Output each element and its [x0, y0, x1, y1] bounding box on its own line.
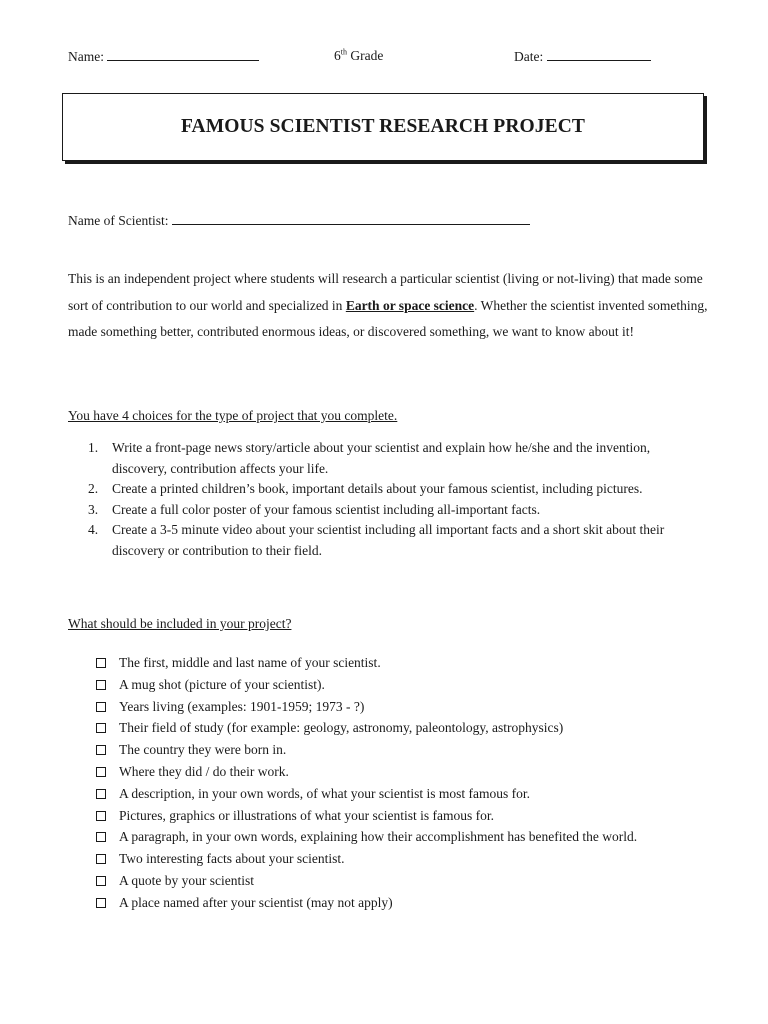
choice-text: Create a printed children’s book, important details about your famous scientist, including pictures. — [112, 481, 643, 496]
name-label: Name: — [68, 49, 104, 64]
include-heading: What should be included in your project? — [68, 616, 292, 631]
choice-text: Create a 3-5 minute video about your scientist including all important facts and a short skit about their discovery or contribution to their field. — [112, 522, 665, 558]
choices-heading: You have 4 choices for the type of project that you complete. — [68, 408, 398, 423]
choice-number: 4. — [88, 522, 99, 537]
title-box — [62, 93, 704, 161]
checkbox-icon[interactable] — [96, 876, 106, 886]
checklist-text: Pictures, graphics or illustrations of what your scientist is famous for. — [119, 807, 494, 823]
grade-label — [334, 48, 383, 64]
checkbox-icon[interactable] — [96, 745, 106, 755]
checklist-item — [68, 696, 728, 718]
checklist-text: Where they did / do their work. — [119, 763, 289, 779]
checklist-item — [68, 848, 728, 870]
date-blank[interactable] — [547, 48, 651, 61]
scientist-name-label: Name of Scientist: — [68, 213, 169, 228]
checklist-text: A description, in your own words, of what your scientist is most famous for. — [119, 785, 530, 801]
checkbox-icon[interactable] — [96, 702, 106, 712]
checkbox-icon[interactable] — [96, 832, 106, 842]
checklist-item — [68, 783, 728, 805]
checkbox-icon[interactable] — [96, 811, 106, 821]
checkbox-icon[interactable] — [96, 767, 106, 777]
checkbox-icon[interactable] — [96, 723, 106, 733]
choice-number: 1. — [88, 440, 99, 455]
checklist-item — [68, 652, 728, 674]
checklist-text: The first, middle and last name of your scientist. — [119, 655, 381, 670]
scientist-name-row — [68, 212, 530, 229]
date-label: Date: — [514, 49, 544, 64]
list-item — [68, 520, 708, 561]
checklist-text: Years living (examples: 1901-1959; 1973 - ?) — [119, 698, 365, 714]
choices-list — [68, 438, 708, 561]
grade-suffix: th — [340, 47, 347, 57]
checklist-text: A place named after your scientist (may not apply) — [119, 894, 393, 910]
checklist-text: Their field of study (for example: geology, astronomy, paleontology, astrophysics) — [119, 720, 564, 736]
scientist-name-blank[interactable] — [172, 212, 530, 225]
intro-paragraph — [68, 266, 708, 346]
checklist-text: A quote by your scientist — [119, 872, 254, 888]
checklist-item — [68, 739, 728, 761]
name-blank[interactable] — [107, 48, 259, 61]
choice-number: 2. — [88, 481, 99, 496]
checkbox-icon[interactable] — [96, 898, 106, 908]
checklist — [68, 652, 728, 914]
checkbox-icon[interactable] — [96, 854, 106, 864]
intro-text-2: . Whether the scientist invented something, made something better, contributed enormous ideas, or discovered something, we want to know about it! — [68, 297, 708, 339]
checklist-item — [68, 892, 728, 914]
list-item — [68, 438, 708, 479]
choice-number: 3. — [88, 501, 99, 517]
checklist-item — [68, 805, 728, 827]
checkbox-icon[interactable] — [96, 680, 106, 690]
intro-emphasis: Earth or space science — [345, 297, 475, 313]
checklist-text: A mug shot (picture of your scientist). — [119, 676, 325, 692]
checkbox-icon[interactable] — [96, 789, 106, 799]
list-item — [68, 500, 708, 521]
checklist-item — [68, 761, 728, 783]
grade-word: Grade — [350, 48, 384, 63]
grade-number: 6 — [334, 48, 341, 63]
intro-text-1: This is an independent project where students will research a particular scientist (living or not-living) that made some sort of contribution to our world and specialized in — [68, 271, 703, 313]
checklist-item — [68, 870, 728, 892]
checklist-text: The country they were born in. — [119, 742, 287, 758]
checklist-item — [68, 717, 728, 739]
checkbox-icon[interactable] — [96, 658, 106, 668]
checklist-text: Two interesting facts about your scientist. — [119, 851, 345, 867]
checklist-item — [68, 826, 728, 848]
choice-text: Write a front-page news story/article about your scientist and explain how he/she and the invention, discovery, contribution affects your life. — [112, 440, 651, 476]
page-title: FAMOUS SCIENTIST RESEARCH PROJECT — [180, 116, 586, 137]
choice-text: Create a full color poster of your famous scientist including all-important facts. — [112, 501, 541, 517]
checklist-text: A paragraph, in your own words, explaining how their accomplishment has benefited the world. — [119, 829, 638, 845]
date-field-row — [514, 48, 651, 65]
checklist-item — [68, 674, 728, 696]
name-field-row — [68, 48, 259, 65]
list-item — [68, 479, 708, 500]
